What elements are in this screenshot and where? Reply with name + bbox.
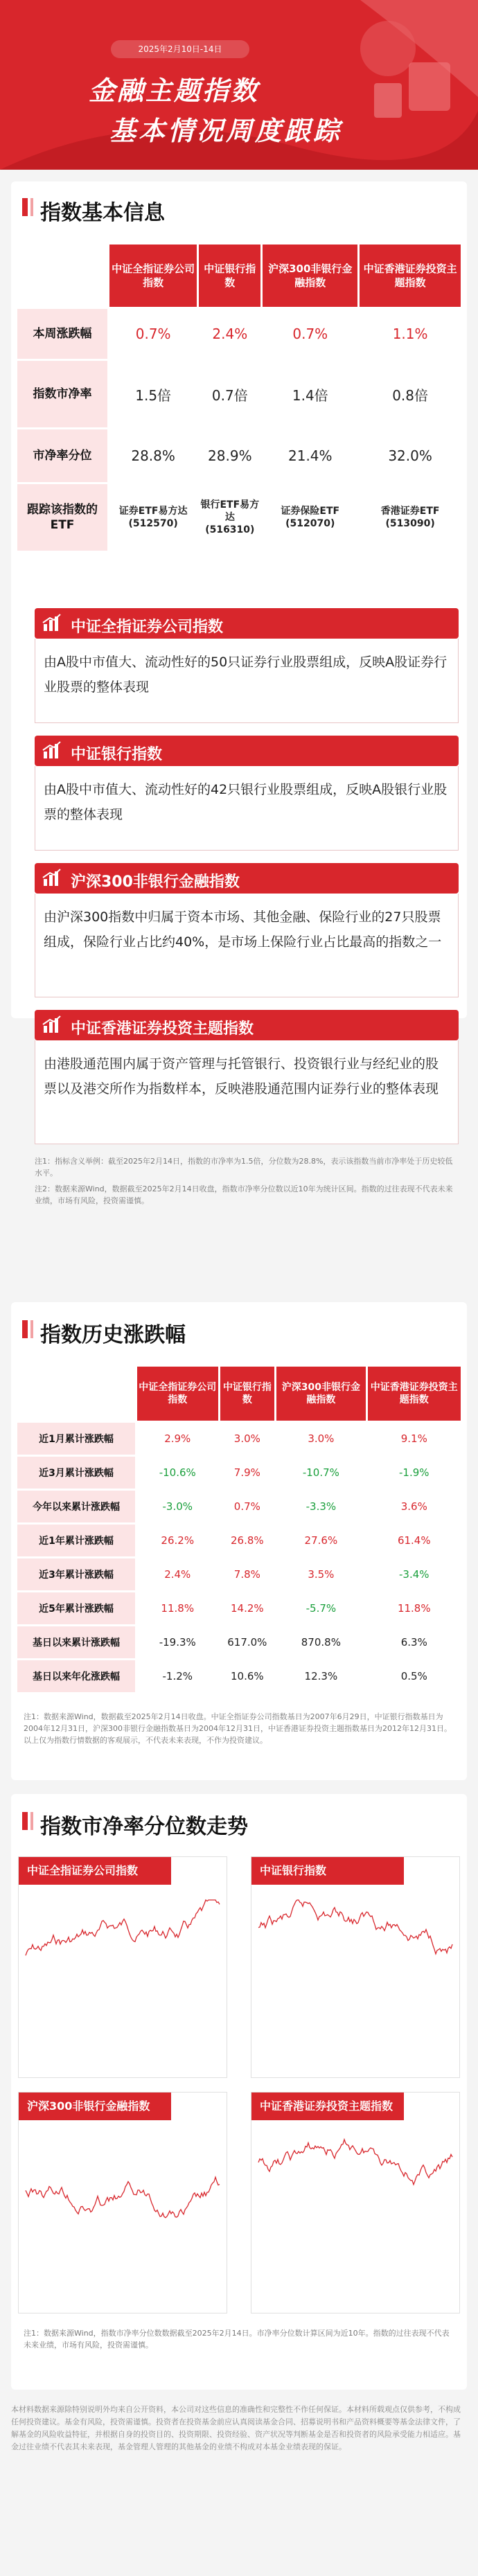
section-marker (22, 1812, 28, 1830)
value-cell: 2.4% (137, 1558, 218, 1590)
chart-svg (251, 2122, 459, 2313)
col-header: 中证银行指数 (220, 1367, 275, 1421)
row-label: 近3年累计涨跌幅 (17, 1558, 135, 1590)
history-row (17, 1491, 461, 1522)
value-cell: 14.2% (220, 1592, 275, 1624)
index-block-body: 由港股通范围内属于资产管理与托管银行、投资银行业与经纪业的股票以及港交所作为指数样本，反映港股通范围内证券行业的整体表现 (35, 1040, 459, 1144)
notes-block (35, 1155, 459, 1207)
pb-percentile-line (258, 1900, 452, 1954)
chart-card-bank (251, 1856, 460, 2078)
row-label: 基日以来年化涨跌幅 (17, 1660, 135, 1692)
etf-name: 证券ETF易方达 (118, 506, 188, 517)
value-cell: 11.8% (137, 1592, 218, 1624)
value-cell: 6.3% (368, 1626, 461, 1658)
history-row (17, 1660, 461, 1692)
index-block-title: 中证银行指数 (71, 746, 163, 763)
note-line: 注1：指标含义举例：截至2025年2月14日，指数的市净率为1.5倍，分位数为28.8%，表示该指数当前市净率处于历史较低水平。 (35, 1157, 453, 1178)
section-title: 指数历史涨跌幅 (40, 1323, 186, 1347)
etf-name: 证券保险ETF (281, 506, 340, 517)
col-header: 中证银行指数 (199, 245, 260, 307)
value-cell: 32.0% (360, 429, 461, 482)
value-cell: 3.0% (220, 1423, 275, 1455)
value-cell: 0.7% (109, 309, 197, 359)
index-block-header (35, 1010, 459, 1040)
date-range: 2025年2月10日-14日 (111, 40, 249, 58)
value-cell: 0.7% (220, 1491, 275, 1522)
etf-name: 银行ETF易方达 (200, 499, 260, 523)
chart-title: 沪深300非银行金融指数 (19, 2093, 171, 2120)
value-cell: 2.9% (137, 1423, 218, 1455)
value-cell: -1.2% (137, 1660, 218, 1692)
value-cell: 10.6% (220, 1660, 275, 1692)
etf-cell[interactable] (109, 484, 197, 551)
index-block-title: 中证香港证券投资主题指数 (71, 1020, 254, 1038)
value-cell: 26.2% (137, 1525, 218, 1556)
value-cell: 3.6% (368, 1491, 461, 1522)
pb-percentile-line (26, 2177, 220, 2218)
chart-card-nonbank (18, 2092, 227, 2313)
value-cell: 0.7% (263, 309, 357, 359)
etf-cell[interactable] (360, 484, 461, 551)
value-cell: 870.8% (276, 1626, 365, 1658)
section-pb-percentile (11, 1794, 467, 2390)
history-row (17, 1423, 461, 1455)
row-label: 今年以来累计涨跌幅 (17, 1491, 135, 1522)
history-note: 注1：数据来源Wind，数据截至2025年2月14日收盘。中证全指证券公司指数基日为2007年6月29日，中证银行指数基日为2004年12月31日，沪深300非银行金融指数基日为2004年12月31日，中证香港证券投资主题指数基日为2012年12月31日。以上仅为指数行情数据的客观展示，不代表未来表现，不作为投资建议。 (24, 1712, 452, 1745)
bar-chart-icon (42, 1015, 62, 1036)
chart-svg (19, 2122, 227, 2313)
header-title-1: 金融主题指数 (89, 75, 260, 106)
section-marker (22, 198, 28, 216)
pb-percentile-line (258, 2140, 452, 2185)
index-block-title: 沪深300非银行金融指数 (71, 873, 240, 891)
header-title-2: 基本情况周度跟踪 (109, 116, 343, 146)
row-label: 近5年累计涨跌幅 (17, 1592, 135, 1624)
index-block-header (35, 608, 459, 639)
history-row (17, 1457, 461, 1489)
index-block-body: 由沪深300指数中归属于资本市场、其他金融、保险行业的27只股票组成，保险行业占比约40%，是市场上保险行业占比最高的指数之一 (35, 894, 459, 997)
value-cell: 3.0% (276, 1423, 365, 1455)
etf-cell[interactable] (199, 484, 260, 551)
index-block-body: 由A股中市值大、流动性好的50只证券行业股票组成，反映A股证券行业股票的整体表现 (35, 639, 459, 723)
chart-svg (251, 1886, 459, 2077)
value-cell: 7.9% (220, 1457, 275, 1489)
col-header: 中证全指证券公司指数 (109, 245, 197, 307)
col-header: 中证香港证券投资主题指数 (368, 1367, 461, 1421)
row-label: 指数市净率 (17, 361, 107, 427)
history-table (15, 1365, 463, 1694)
value-cell: 1.5倍 (109, 361, 197, 427)
col-header: 沪深300非银行金融指数 (263, 245, 357, 307)
history-row (17, 1626, 461, 1658)
chart-card-hk-securities (251, 2092, 460, 2313)
history-row (17, 1592, 461, 1624)
section-history (11, 1302, 467, 1780)
note-line: 注2：数据来源Wind，数据截至2025年2月14日收盘，指数市净率分位数以近10年为统计区间。指数的过往表现不代表未来业绩，市场有风险，投资需谨慎。 (35, 1184, 453, 1205)
value-cell: 617.0% (220, 1626, 275, 1658)
section-marker (30, 1812, 33, 1830)
col-header: 中证全指证券公司指数 (137, 1367, 218, 1421)
chart-title: 中证全指证券公司指数 (19, 1857, 171, 1885)
row-label: 市净率分位 (17, 429, 107, 482)
value-cell: 28.9% (199, 429, 260, 482)
index-block-title: 中证全指证券公司指数 (71, 619, 224, 636)
corner-cell (17, 1367, 135, 1421)
value-cell: 0.7倍 (199, 361, 260, 427)
bar-chart-icon (42, 613, 62, 634)
value-cell: 21.4% (263, 429, 357, 482)
value-cell: 1.4倍 (263, 361, 357, 427)
row-label: 近3月累计涨跌幅 (17, 1457, 135, 1489)
value-cell: -10.7% (276, 1457, 365, 1489)
value-cell: -3.3% (276, 1491, 365, 1522)
col-header: 中证香港证券投资主题指数 (360, 245, 461, 307)
row-label: 近1年累计涨跌幅 (17, 1525, 135, 1556)
value-cell: 7.8% (220, 1558, 275, 1590)
value-cell: 11.8% (368, 1592, 461, 1624)
value-cell: -3.4% (368, 1558, 461, 1590)
value-cell: 27.6% (276, 1525, 365, 1556)
value-cell: 1.1% (360, 309, 461, 359)
value-cell: 26.8% (220, 1525, 275, 1556)
page-header (0, 0, 478, 170)
disclaimer: 本材料数据来源除特别说明外均来自公开资料，本公司对这些信息的准确性和完整性不作任何保证。本材料所载观点仅供参考，不构成任何投资建议。基金有风险，投资需谨慎。投资者在投资基金前应认真阅读基金合同、招募说明书和产品资料概要等基金法律文件，了解基金的风险收益特征，并根据自身的投资目的、投资期限、投资经验、资产状况等判断基金是否和投资者的风险承受能力相适应。基金过往业绩不代表其未来表现，基金管理人管理的其他基金的业绩不构成对本基金业绩表现的保证。 (11, 2405, 461, 2451)
info-table (15, 242, 463, 553)
value-cell: -5.7% (276, 1592, 365, 1624)
value-cell: 12.3% (276, 1660, 365, 1692)
value-cell: -1.9% (368, 1457, 461, 1489)
row-label: 本周涨跌幅 (17, 309, 107, 359)
section-title: 指数基本信息 (40, 201, 165, 225)
value-cell: 9.1% (368, 1423, 461, 1455)
value-cell: 2.4% (199, 309, 260, 359)
index-block-body: 由A股中市值大、流动性好的42只银行业股票组成，反映A股银行业股票的整体表现 (35, 766, 459, 851)
row-label: 近1月累计涨跌幅 (17, 1423, 135, 1455)
etf-row-label: 跟踪该指数的ETF (17, 484, 107, 551)
value-cell: -10.6% (137, 1457, 218, 1489)
value-cell: 3.5% (276, 1558, 365, 1590)
index-block-header (35, 863, 459, 894)
section-marker (30, 1320, 33, 1338)
index-block-header (35, 736, 459, 766)
etf-cell[interactable] (263, 484, 357, 551)
section-title: 指数市净率分位数走势 (40, 1815, 248, 1839)
col-header: 沪深300非银行金融指数 (276, 1367, 365, 1421)
value-cell: 0.8倍 (360, 361, 461, 427)
etf-code: (516310) (205, 524, 255, 535)
row-label: 基日以来累计涨跌幅 (17, 1626, 135, 1658)
chart-title: 中证银行指数 (251, 1857, 404, 1885)
etf-code: (513090) (385, 518, 435, 529)
chart-card-securities (18, 1856, 227, 2078)
chart-title: 中证香港证券投资主题指数 (251, 2093, 404, 2120)
pb-percentile-line (26, 1900, 220, 1955)
etf-name: 香港证券ETF (380, 506, 440, 517)
value-cell: 28.8% (109, 429, 197, 482)
value-cell: -3.0% (137, 1491, 218, 1522)
corner-cell (17, 245, 107, 307)
section-marker (30, 198, 33, 216)
section-marker (22, 1320, 28, 1338)
etf-code: (512570) (128, 518, 178, 529)
history-row (17, 1525, 461, 1556)
bar-chart-icon (42, 740, 62, 761)
value-cell: -19.3% (137, 1626, 218, 1658)
history-row (17, 1558, 461, 1590)
value-cell: 61.4% (368, 1525, 461, 1556)
chart-svg (19, 1886, 227, 2077)
bar-chart-icon (42, 868, 62, 889)
pb-note: 注1：数据来源Wind，指数市净率分位数数据截至2025年2月14日。市净率分位数计算区间为近10年。指数的过往表现不代表未来业绩，市场有风险，投资需谨慎。 (24, 2329, 450, 2350)
etf-code: (512070) (285, 518, 335, 529)
value-cell: 0.5% (368, 1660, 461, 1692)
